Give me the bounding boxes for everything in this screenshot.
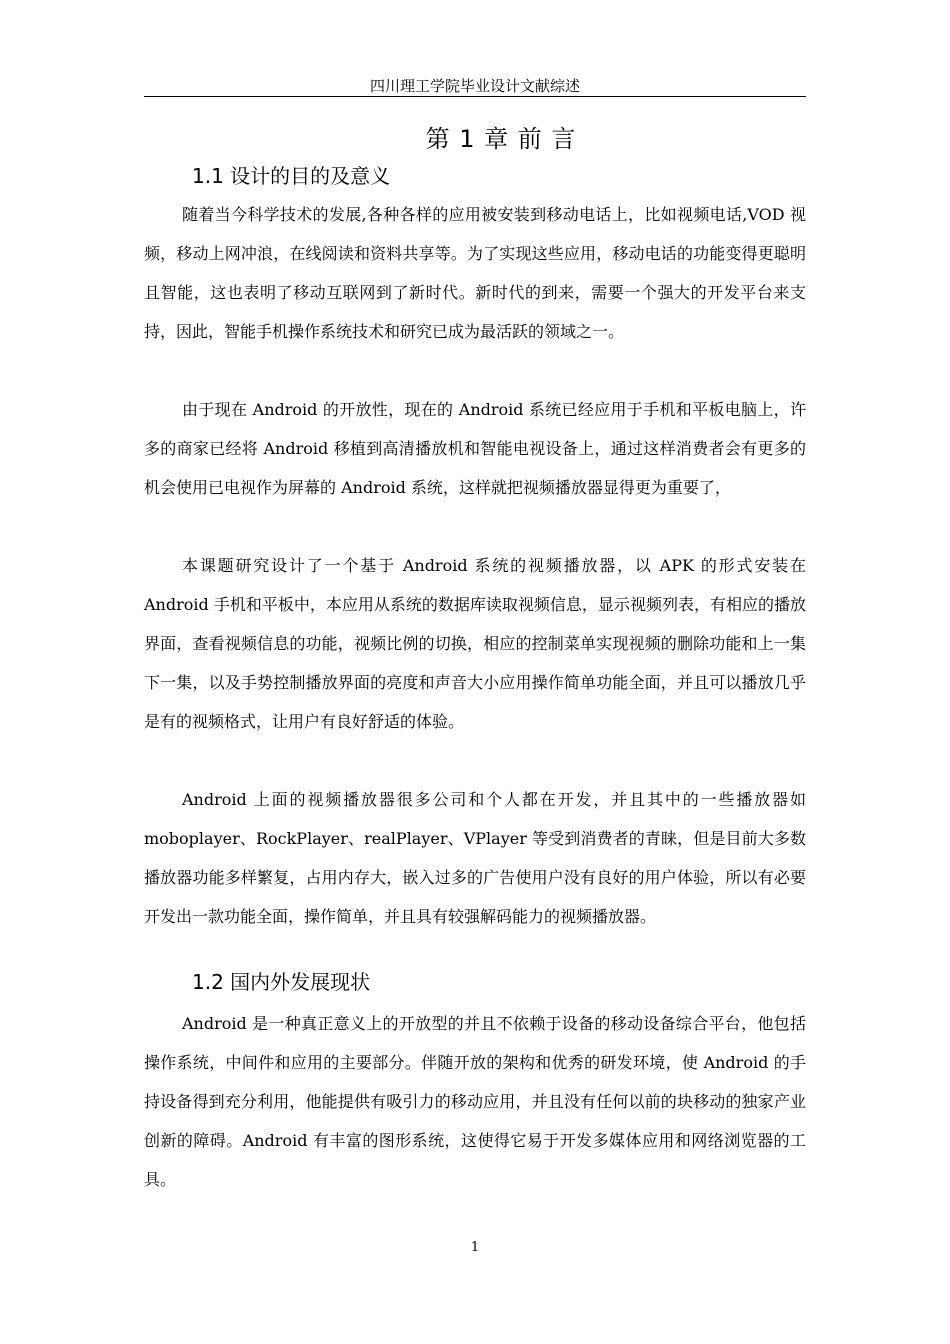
section-heading-1-2: 1.2 国内外发展现状 <box>192 970 371 994</box>
paragraph-1: 随着当今科学技术的发展,各种各样的应用被安装到移动电话上，比如视频电话,VOD 视频，移动上网冲浪，在线阅读和资料共享等。为了实现这些应用，移动电话的功能变得更聪明且智能，这也表明了移动互联网到了新时代。新时代的到来，需要一个强大的开发平台来支持，因此，智能手机操作系统技术和研究已成为最活跃的领域之一。 <box>144 205 806 341</box>
paragraph-3: 本课题研究设计了一个基于 Android 系统的视频播放器，以 APK 的形式安装在 Android 手机和平板中，本应用从系统的数据库读取视频信息，显示视频列表，有相应的播放界面，查看视频信息的功能，视频比例的切换，相应的控制菜单实现视频的删除功能和上一集下一集，以及手势控制播放界面的亮度和声音大小应用操作简单功能全面，并且可以播放几乎是有的视频格式，让用户有良好舒适的体验。 <box>144 556 806 731</box>
paragraph-4: Android 上面的视频播放器很多公司和个人都在开发，并且其中的一些播放器如 moboplayer、RockPlayer、realPlayer、VPlayer 等受到消费者的青睐，但是目前大多数播放器功能多样繁复，占用内存大，嵌入过多的广告使用户没有良好的用户体验，所以有必要开发出一款功能全面，操作简单，并且具有较强解码能力的视频播放器。 <box>144 790 806 926</box>
page-header: 四川理工学院毕业设计文献综述 <box>369 77 580 95</box>
header-divider <box>144 96 806 97</box>
page-number: 1 <box>470 1240 480 1255</box>
chapter-title: 第 1 章 前 言 <box>425 125 577 153</box>
paragraph-5: Android 是一种真正意义上的开放型的并且不依赖于设备的移动设备综合平台，他包括操作系统，中间件和应用的主要部分。伴随开放的架构和优秀的研发环境，使 Android 的手持设备得到充分利用，他能提供有吸引力的移动应用，并且没有任何以前的块移动的独家产业创新的障碍。Android 有丰富的图形系统，这使得它易于开发多媒体应用和网络浏览器的工具。 <box>144 1014 806 1189</box>
paragraph-2: 由于现在 Android 的开放性，现在的 Android 系统已经应用于手机和平板电脑上，许多的商家已经将 Android 移植到高清播放机和智能电视设备上，通过这样消费者会有更多的机会使用已电视作为屏幕的 Android 系统，这样就把视频播放器显得更为重要了， <box>144 400 806 497</box>
section-heading-1-1: 1.1 设计的目的及意义 <box>192 164 391 188</box>
